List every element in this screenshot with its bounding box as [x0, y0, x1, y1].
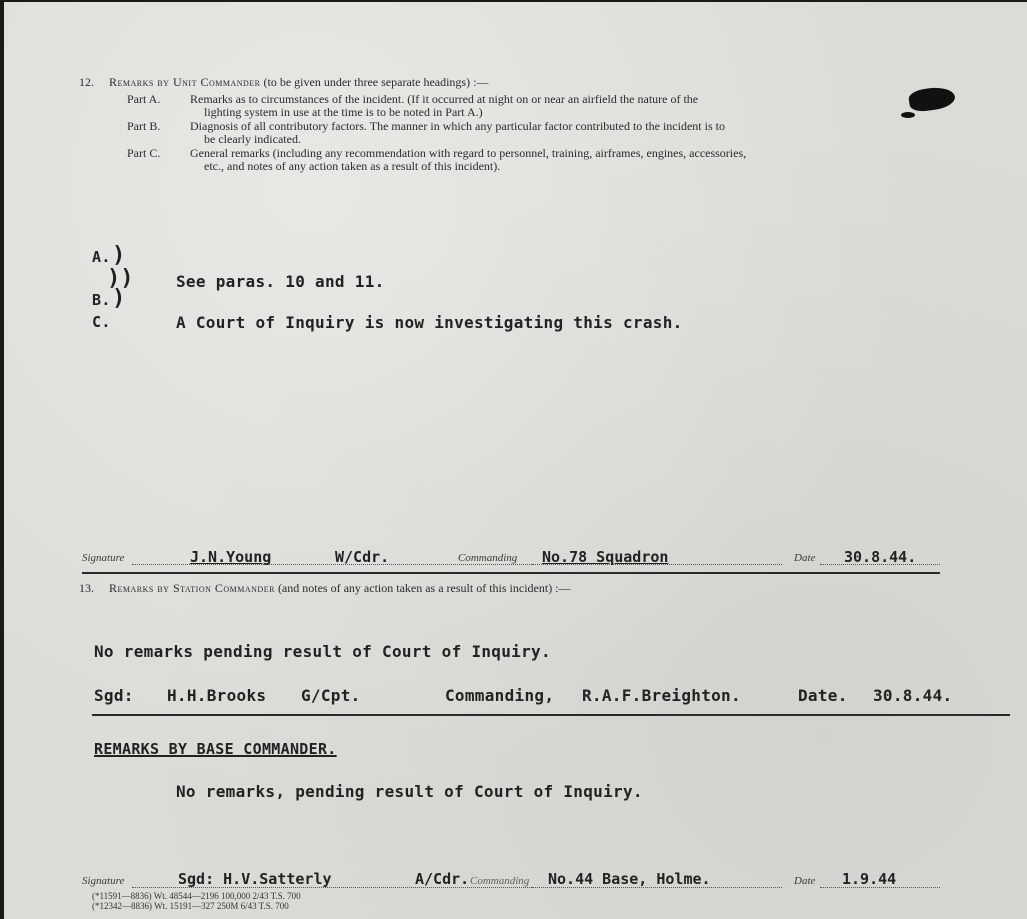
commanding-value: No.44 Base, Holme.	[548, 870, 711, 888]
station-remark: No remarks pending result of Court of Inquiry.	[94, 642, 551, 661]
signature-value: J.N.Young	[190, 548, 272, 566]
typed-ab-text: See paras. 10 and 11.	[176, 272, 385, 291]
brace-symbol: )	[112, 286, 126, 311]
punch-hole-fragment	[901, 112, 915, 118]
section-subtitle: (to be given under three separate headings) :—	[263, 75, 489, 89]
date-label: Date	[794, 552, 816, 564]
section-number: 12.	[79, 75, 94, 89]
station-signer-name: H.H.Brooks	[167, 686, 267, 705]
part-b-label: Part B.	[127, 119, 161, 133]
typed-label-b: B.	[92, 291, 111, 309]
station-name: R.A.F.Breighton.	[582, 686, 741, 705]
brace-symbol: )	[112, 243, 126, 268]
commanding-label: Commanding	[458, 552, 518, 564]
station-commanding-label: Commanding,	[445, 686, 555, 705]
section-13-heading	[79, 581, 571, 596]
part-b-line2: be clearly indicated.	[204, 132, 301, 146]
section-title: Remarks by Unit Commander	[109, 75, 261, 89]
part-c-line1: General remarks (including any recommendation with regard to personnel, training, airframes, engines, accessories,	[190, 146, 747, 160]
typed-label-c: C.	[92, 313, 111, 331]
print-code-line-1: (*11591—8836) Wt. 48544—2196 100,000 2/43 T.S. 700	[92, 891, 301, 901]
station-signer-rank: G/Cpt.	[301, 686, 361, 705]
station-date-label: Date.	[798, 686, 848, 705]
signature-label: Signature	[82, 552, 125, 564]
part-a-line2: lighting system in use at the time is to be noted in Part A.)	[204, 105, 483, 119]
punch-hole	[908, 85, 957, 113]
date-value: 30.8.44.	[844, 548, 917, 566]
part-a-label: Part A.	[127, 92, 161, 106]
part-b-line1: Diagnosis of all contributory factors. The manner in which any particular factor contributed to the incident is to	[190, 119, 725, 133]
document-page	[4, 2, 1027, 919]
signature-label: Signature	[82, 875, 125, 887]
commanding-label: Commanding	[470, 875, 530, 887]
unit-commander-signature-row	[82, 548, 942, 568]
section-number: 13.	[79, 581, 94, 595]
section-title: Remarks by Station Commander	[109, 581, 275, 595]
date-value: 1.9.44	[842, 870, 897, 888]
rank-value: A/Cdr.	[415, 870, 470, 888]
date-label: Date	[794, 875, 816, 887]
base-commander-heading: REMARKS BY BASE COMMANDER.	[94, 740, 337, 758]
station-sgd-label: Sgd:	[94, 686, 134, 705]
section-12-heading	[79, 75, 488, 90]
section-divider	[82, 572, 940, 574]
part-a-line1: Remarks as to circumstances of the incident. (If it occurred at night on or near an airfield the nature of the	[190, 92, 699, 106]
typed-c-text: A Court of Inquiry is now investigating this crash.	[176, 313, 683, 332]
print-code-line-2: (*12342—8836) Wt. 15191—327 250M 6/43 T.S. 700	[92, 901, 289, 911]
section-subtitle: (and notes of any action taken as a result of this incident) :—	[277, 581, 571, 595]
brace-symbol: ))	[107, 266, 134, 291]
commanding-value: No.78 Squadron	[542, 548, 669, 566]
station-date-value: 30.8.44.	[873, 686, 953, 705]
rank-value: W/Cdr.	[335, 548, 390, 566]
typed-label-a: A.	[92, 248, 111, 266]
part-c-line2: etc., and notes of any action taken as a result of this incident).	[204, 159, 501, 173]
signature-value: Sgd: H.V.Satterly	[178, 870, 332, 888]
base-commander-remark: No remarks, pending result of Court of Inquiry.	[176, 782, 643, 801]
part-c-label: Part C.	[127, 146, 161, 160]
section-divider	[92, 714, 1010, 716]
base-commander-signature-row	[82, 870, 942, 890]
